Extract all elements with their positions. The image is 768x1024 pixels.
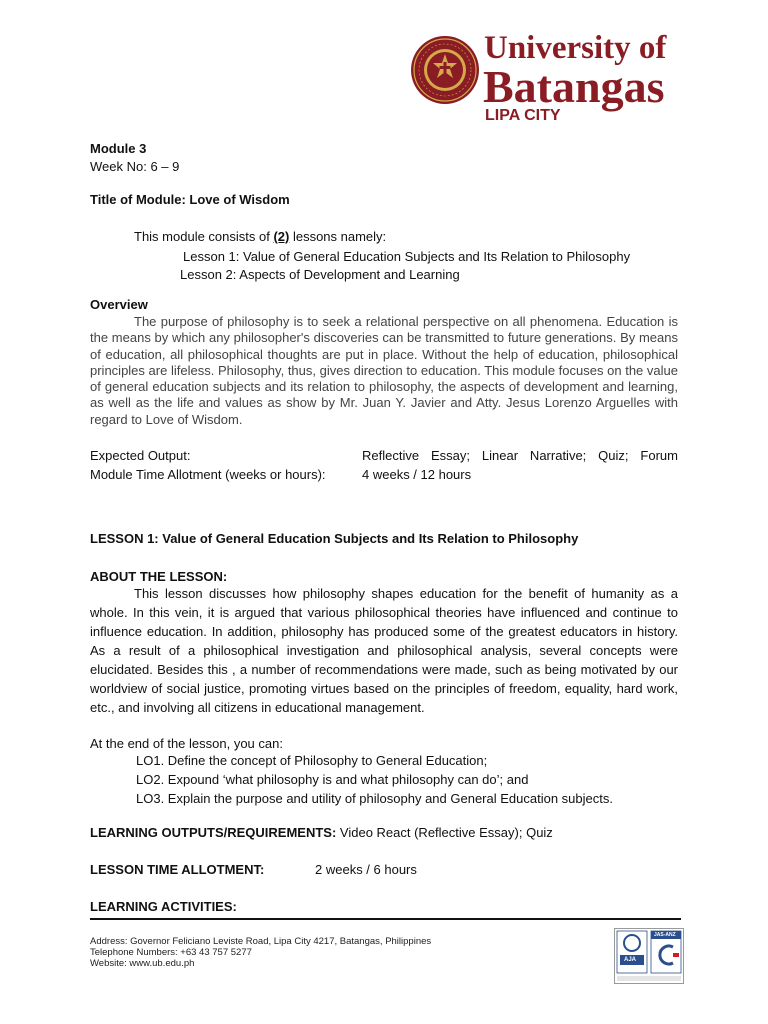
lesson1-heading: LESSON 1: Value of General Education Subjects and Its Relation to Philosophy (90, 531, 579, 546)
module-time-label: Module Time Allotment (weeks or hours): (90, 467, 326, 482)
about-lesson-text (90, 584, 678, 717)
lesson-list-item-2: Lesson 2: Aspects of Development and Learning (180, 267, 460, 282)
expected-output-value: Reflective Essay; Linear Narrative; Quiz; Forum (362, 448, 678, 463)
module-title-value: Love of Wisdom (189, 192, 290, 207)
learning-outputs (90, 824, 553, 842)
intro-sentence (134, 228, 386, 246)
module-number: Module 3 (90, 141, 147, 156)
expected-output-label: Expected Output: (90, 448, 191, 463)
certification-badge (614, 928, 684, 984)
objective-lo2: LO2. Expound ‘what philosophy is and what philosophy can do’; and (136, 772, 529, 787)
objective-lo1: LO1. Define the concept of Philosophy to General Education; (136, 753, 488, 768)
cert-label-aja: AJA (624, 957, 637, 963)
cert-label-jasanz: JAS-ANZ (654, 932, 676, 938)
objectives-intro: At the end of the lesson, you can: (90, 736, 283, 751)
module-title-label: Title of Module: (90, 192, 190, 207)
week-number: Week No: 6 – 9 (90, 159, 180, 174)
intro-prefix: This module consists of (134, 229, 274, 244)
learning-outputs-value: Video React (Reflective Essay); Quiz (336, 825, 553, 840)
university-name-line1: University of (484, 30, 667, 66)
university-name-line2: Batangas (483, 61, 665, 112)
objective-lo3: LO3. Explain the purpose and utility of philosophy and General Education subjects. (136, 791, 613, 806)
footer-divider (90, 918, 681, 920)
overview-heading: Overview (90, 297, 148, 312)
lesson-time-value: 2 weeks / 6 hours (315, 862, 417, 877)
module-time-value: 4 weeks / 12 hours (362, 467, 472, 482)
learning-outputs-label: LEARNING OUTPUTS/REQUIREMENTS: (90, 825, 337, 840)
footer-address: Address: Governor Feliciano Leviste Road, Lipa City 4217, Batangas, Philippines (90, 936, 432, 947)
module-title (90, 191, 290, 209)
lesson-list-item-1: Lesson 1: Value of General Education Subjects and Its Relation to Philosophy (183, 249, 631, 264)
footer-phone: Telephone Numbers: +63 43 757 5277 (90, 947, 252, 958)
university-seal-logo (410, 35, 480, 105)
overview-body: The purpose of philosophy is to seek a relational perspective on all phenomena. Education is the means by which any philosopher's discoveries can be transmitted to future generations. By means of education, all philosophical thoughts are put in place. Without the help of education, philosophical principles are lifeless. Philosophy, thus, gives direction to education. This module focuses on the value of general education subjects and its relation to philosophy, the aspects of development and learning, as well as the life and values as show by Mr. Juan Y. Javier and Atty. Jesus Lorenzo Arguelles with regard to Love of Wisdom. (90, 314, 678, 427)
intro-suffix: lessons namely: (289, 229, 387, 244)
footer-website: Website: www.ub.edu.ph (90, 958, 195, 969)
lesson-count: (2) (273, 229, 290, 244)
campus-name: LIPA CITY (485, 107, 561, 124)
learning-activities-label: LEARNING ACTIVITIES: (90, 899, 237, 914)
overview-text (90, 314, 678, 428)
lesson-time-label: LESSON TIME ALLOTMENT: (90, 862, 265, 877)
about-lesson-body: This lesson discusses how philosophy shapes education for the benefit of humanity as a whole. In this vein, it is argued that various philosophical theories have influenced and continue to influence education. In addition, philosophy has produced some of the greatest educators in history. As a result of a philosophical investigation and philosophical analysis, several concepts were elucidated. Besides this , a number of recommendations were made, such as being motivated by our worldview of social justice, promoting virtues based on the principles of freedom, equality, hard work, etc., and involving all citizens in educational management. (90, 586, 678, 715)
about-lesson-heading: ABOUT THE LESSON: (90, 569, 228, 584)
